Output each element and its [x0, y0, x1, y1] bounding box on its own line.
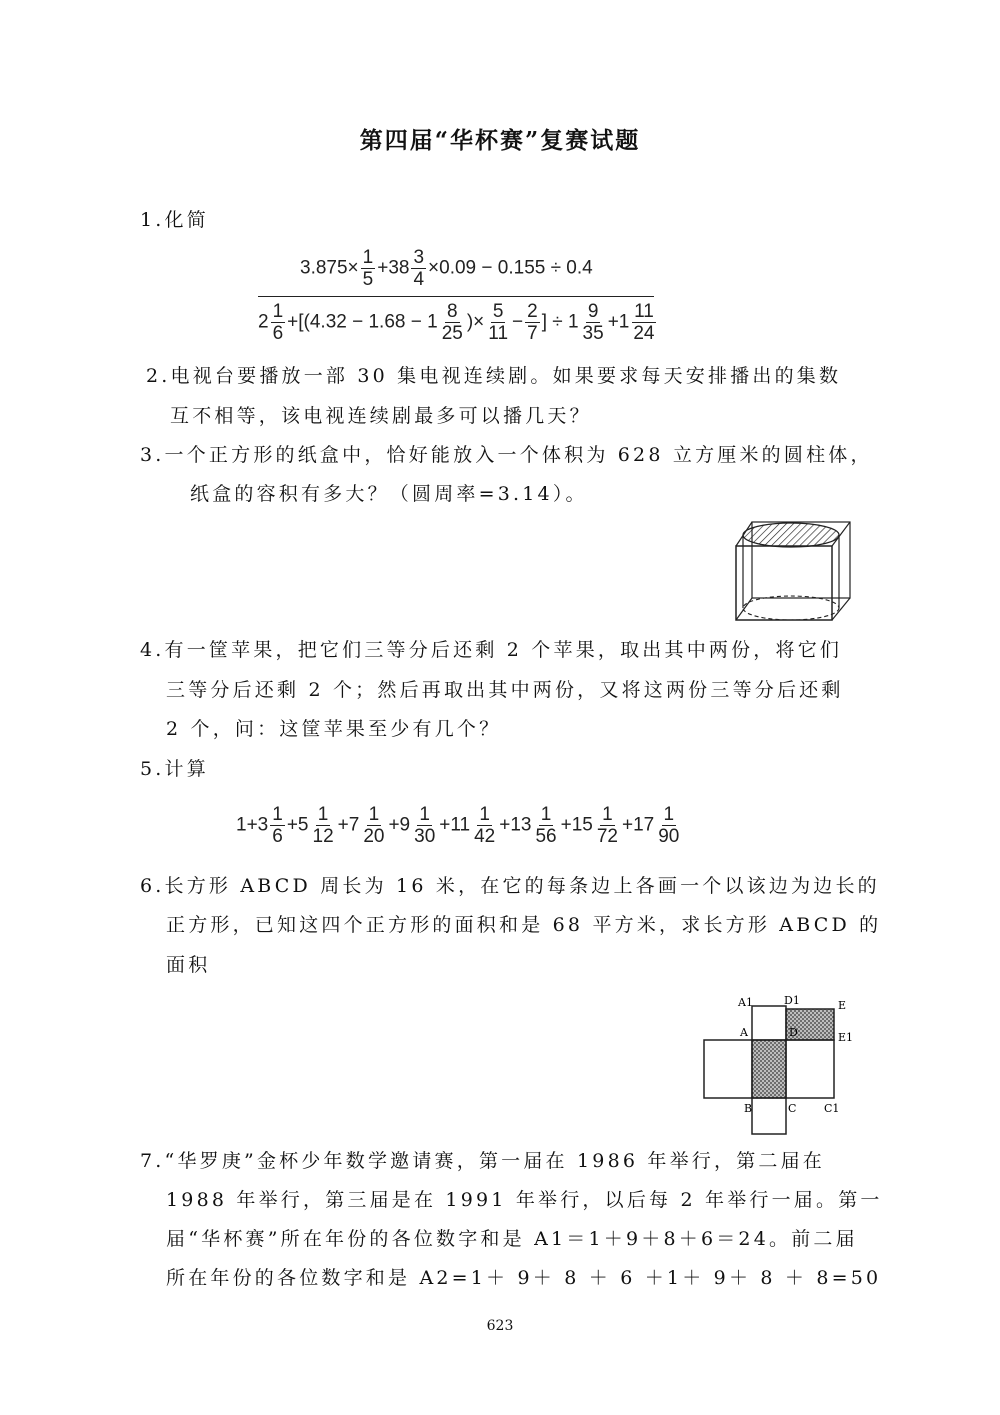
- label-a: A: [740, 1026, 748, 1039]
- label-c1: C1: [824, 1102, 840, 1115]
- q5-term-whole: +15: [560, 814, 593, 836]
- q3-line-2: 纸盒的容积有多大？（圆周率=3.14）。: [190, 483, 588, 505]
- q7-line-1: 7.“华罗庚”金杯少年数学邀请赛，第一届在 1986 年举行，第二届在: [140, 1150, 825, 1172]
- q5-term-whole: +7: [337, 814, 360, 836]
- q5-term-whole: 1: [236, 814, 247, 836]
- q5-prompt: 5.计算: [140, 758, 209, 780]
- q5-term-whole: +3: [246, 814, 269, 836]
- q1-fraction-bar: [258, 296, 654, 297]
- q2-line-2: 互不相等，该电视连续剧最多可以播几天？: [170, 405, 592, 427]
- q4-line-2: 三等分后还剩 2 个；然后再取出其中两份，又将这两份三等分后还剩: [166, 679, 844, 701]
- q5-term-fraction: $\frac{1}{90}$: [658, 804, 680, 847]
- q5-term-whole: +11: [439, 814, 471, 836]
- q5-term-fraction: $\frac{1}{72}$: [596, 804, 618, 847]
- label-b: B: [744, 1102, 753, 1115]
- label-c: C: [788, 1102, 797, 1115]
- label-a1: A1: [738, 996, 753, 1009]
- q3-line-1: 3.一个正方形的纸盒中，恰好能放入一个体积为 628 立方厘米的圆柱体，: [140, 444, 873, 466]
- q5-expression: [236, 804, 683, 847]
- q4-line-1: 4.有一筐苹果，把它们三等分后还剩 2 个苹果，取出其中两份，将它们: [140, 639, 843, 661]
- q5-term-whole: +17: [621, 814, 655, 836]
- label-d: D: [789, 1026, 798, 1039]
- q5-term-whole: +13: [499, 814, 532, 836]
- q4-line-3: 2 个，问：这筐苹果至少有几个？: [166, 718, 502, 740]
- label-d1: D1: [784, 994, 800, 1007]
- q7-line-4: 所在年份的各位数字和是 A2=1＋ 9＋ 8 ＋ 6 ＋1＋ 9＋ 8 ＋ 8=50: [166, 1267, 882, 1289]
- q2-line-1: 2.电视台要播放一部 30 集电视连续剧。如果要求每天安排播出的集数: [146, 365, 842, 387]
- q1-denominator: 2 $\frac{1}{6}$ +[(4.32 − 1.68 − 1 $\frac{8}{25}$ )× $\frac{5}{11}$ − $\frac{2}{7}$ ] ÷ 1 $\frac{9}{35}$ +1 $\frac{11}{24}$: [258, 301, 655, 344]
- q5-term-fraction: $\frac{1}{6}$: [272, 804, 283, 847]
- page-title: 第四届“华杯赛”复赛试题: [359, 127, 641, 154]
- rectangle-squares-figure: [700, 992, 860, 1138]
- cube-cylinder-figure: [728, 518, 856, 624]
- q5-term-fraction: $\frac{1}{20}$: [363, 804, 385, 847]
- q6-line-2: 正方形，已知这四个正方形的面积和是 68 平方米，求长方形 ABCD 的: [166, 914, 882, 936]
- label-e1: E1: [838, 1031, 854, 1044]
- page-number: 623: [486, 1318, 514, 1334]
- q6-line-3: 面积: [166, 954, 211, 976]
- q1-numerator: 3.875× $\frac{1}{5}$ +38 $\frac{3}{4}$ ×0.09 − 0.155 ÷ 0.4: [300, 247, 593, 290]
- q7-line-3: 届“华杯赛”所在年份的各位数字和是 A1＝1＋9＋8＋6＝24。前二届: [166, 1228, 858, 1250]
- q7-line-2: 1988 年举行，第三届是在 1991 年举行，以后每 2 年举行一届。第一: [166, 1189, 883, 1211]
- q5-term-whole: +9: [388, 814, 411, 836]
- q1-prompt: 1.化简: [140, 209, 209, 231]
- q5-term-fraction: $\frac{1}{12}$: [312, 804, 334, 847]
- label-e: E: [838, 999, 847, 1012]
- q6-line-1: 6.长方形 ABCD 周长为 16 米，在它的每条边上各画一个以该边为边长的: [140, 875, 880, 897]
- q5-term-fraction: $\frac{1}{30}$: [414, 804, 436, 847]
- q5-term-fraction: $\frac{1}{42}$: [474, 804, 496, 847]
- q5-term-whole: +5: [286, 814, 309, 836]
- q5-term-fraction: $\frac{1}{56}$: [535, 804, 557, 847]
